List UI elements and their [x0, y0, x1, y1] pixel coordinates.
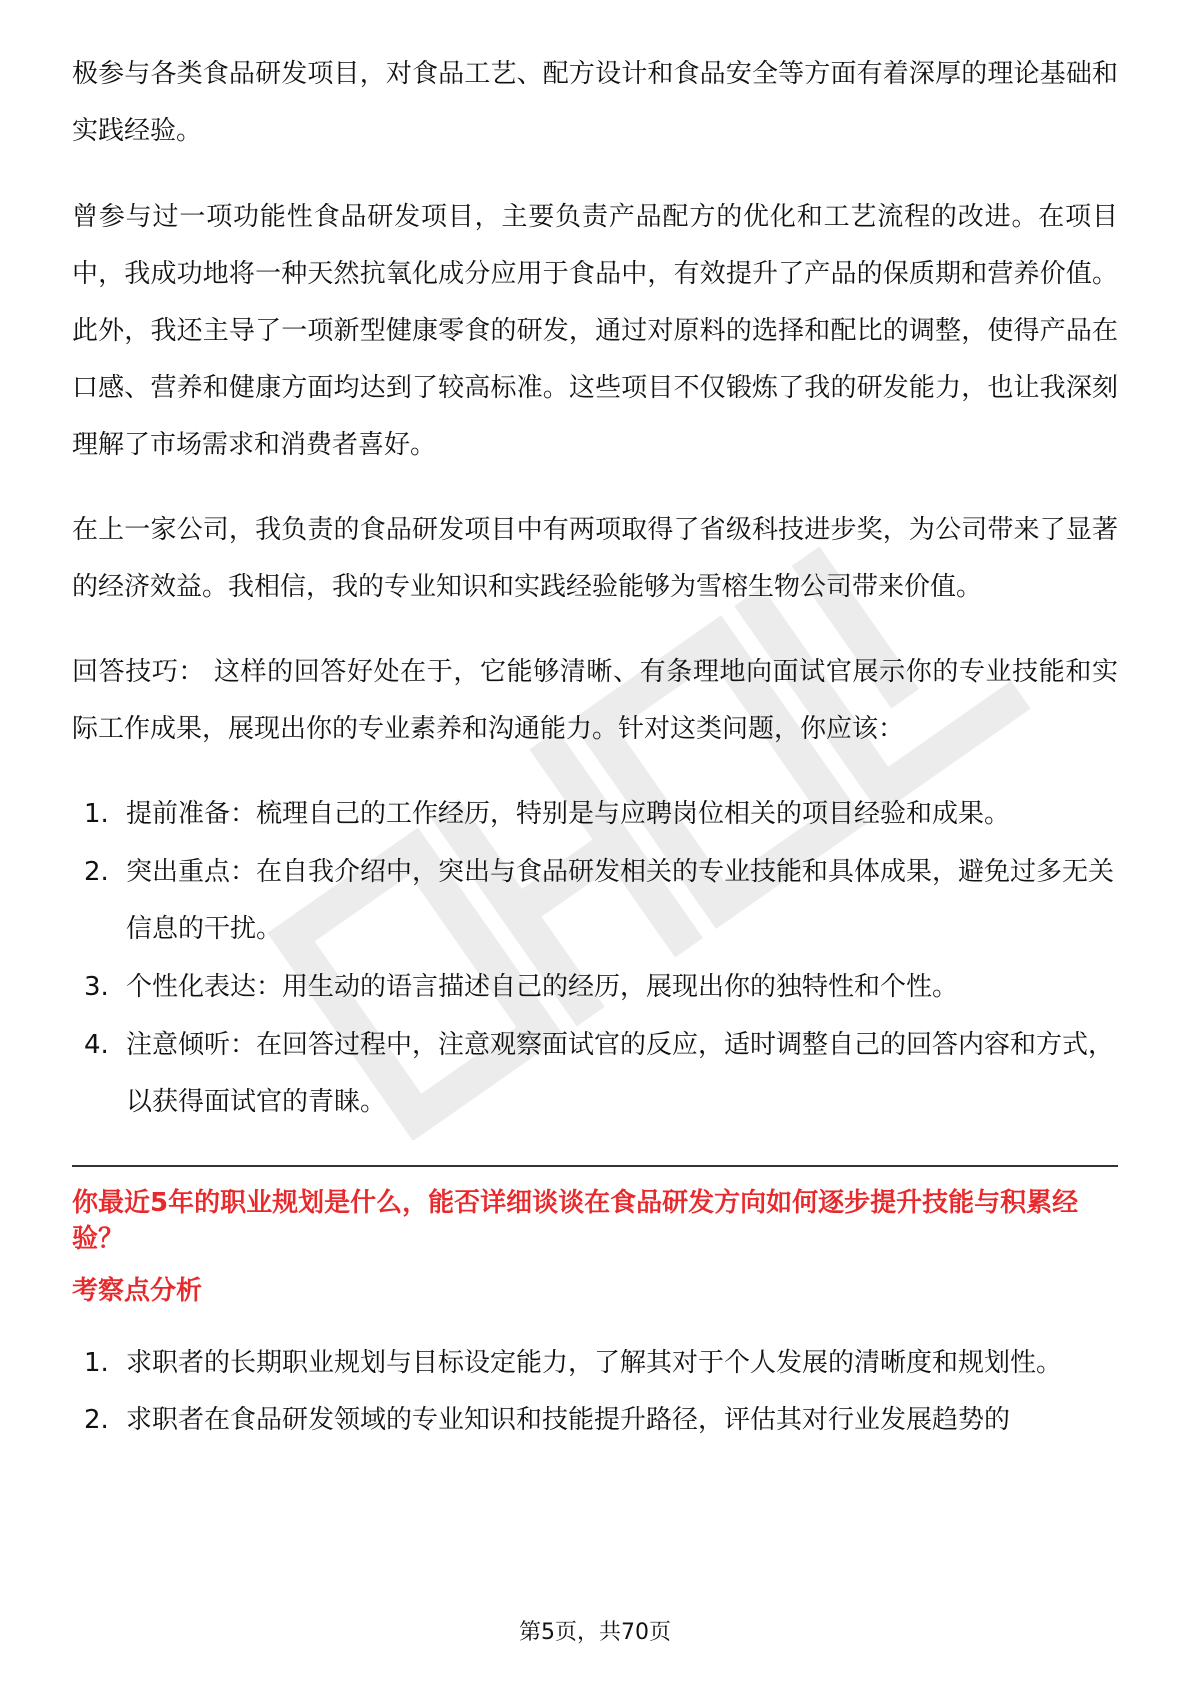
list-item: 2. 求职者在食品研发领域的专业知识和技能提升路径，评估其对行业发展趋势的	[84, 1405, 1011, 1435]
page-footer: 第5页，共70页	[519, 1620, 671, 1645]
list-item: 1. 提前准备：梳理自己的工作经历，特别是与应聘岗位相关的项目经验和成果。	[84, 799, 1011, 829]
interview-question: 你最近5年的职业规划是什么，能否详细谈谈在食品研发方向如何逐步提升技能与积累经验？	[72, 1188, 1079, 1254]
paragraph-project-experience: 曾参与过一项功能性食品研发项目，主要负责产品配方的优化和工艺流程的改进。在项目中，我成功地将一种天然抗氧化成分应用于食品中，有效提升了产品的保质期和营养价值。此外，我还主导了一项新型健康零食的研发，通过对原料的选择和配比的调整，使得产品在口感、营养和健康方面均达到了较高标准。这些项目不仅锻炼了我的研发能力，也让我深刻理解了市场需求和消费者喜好。	[72, 202, 1118, 460]
list-item: 3. 个性化表达：用生动的语言描述自己的经历，展现出你的独特性和个性。	[84, 972, 959, 1002]
analysis-list	[72, 1335, 1118, 1449]
paragraph-experience-intro: 极参与各类食品研发项目，对食品工艺、配方设计和食品安全等方面有着深厚的理论基础和实践经验。	[72, 59, 1118, 146]
document-page	[72, 46, 1118, 1449]
list-item: 4. 注意倾听：在回答过程中，注意观察面试官的反应，适时调整自己的回答内容和方式，以获得面试官的青睐。	[84, 1030, 1115, 1117]
tips-list	[72, 786, 1118, 1131]
section-divider	[72, 1165, 1118, 1167]
paragraph-answer-tips: 回答技巧： 这样的回答好处在于，它能够清晰、有条理地向面试官展示你的专业技能和实际工作成果，展现出你的专业素养和沟通能力。针对这类问题，你应该：	[72, 657, 1118, 744]
list-item: 1. 求职者的长期职业规划与目标设定能力，了解其对于个人发展的清晰度和规划性。	[84, 1348, 1063, 1378]
list-item: 2. 突出重点：在自我介绍中，突出与食品研发相关的专业技能和具体成果，避免过多无关信息的干扰。	[84, 857, 1115, 944]
paragraph-achievements: 在上一家公司，我负责的食品研发项目中有两项取得了省级科技进步奖，为公司带来了显著的经济效益。我相信，我的专业知识和实践经验能够为雪榕生物公司带来价值。	[72, 515, 1118, 602]
analysis-heading: 考察点分析	[72, 1276, 203, 1306]
